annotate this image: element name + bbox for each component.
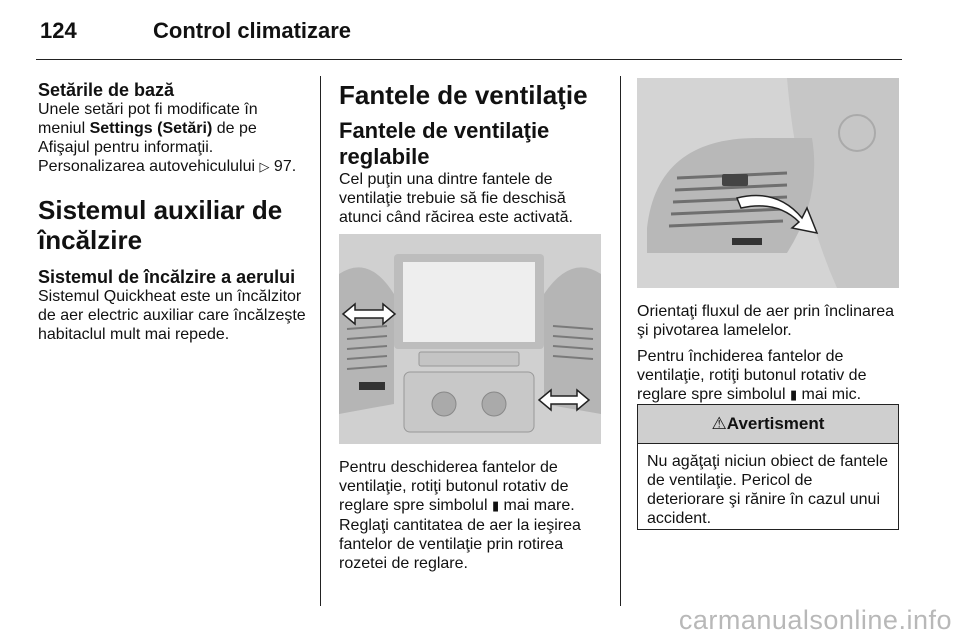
text-line: fantelor de ventilaţie prin rotirea: [339, 536, 564, 553]
left-column: [38, 80, 313, 344]
right-column: [637, 302, 907, 405]
text-line: accident.: [647, 510, 712, 527]
vents-heading: Fantele de ventilaţie: [339, 80, 588, 110]
text-line: habitaclul mult mai repede.: [38, 326, 230, 343]
warning-header: [638, 405, 898, 444]
text-line: reglare spre simbolul: [637, 386, 790, 403]
basic-settings-heading: Setările de bază: [38, 80, 175, 100]
text-line: atunci când răcirea este activată.: [339, 209, 573, 226]
text-line: reglare spre simbolul: [339, 497, 492, 514]
page-header: [36, 10, 902, 50]
text-line: Personalizarea autovehiculului: [38, 158, 260, 175]
air-heating-text: [38, 287, 313, 344]
text-line: de aer electric auxiliar care încălzeşte: [38, 307, 306, 324]
air-heating-heading: Sistemul de încălzire a aerului: [38, 267, 296, 287]
text-line: mai mic.: [797, 386, 862, 403]
dashboard-vents-photo: [339, 234, 601, 444]
text-line: Sistemul Quickheat este un încălzitor: [38, 288, 302, 305]
vents-intro-text: [339, 170, 609, 227]
text-line: Pentru deschiderea fantelor de: [339, 459, 558, 476]
heading-line: Fantele de ventilaţie: [339, 118, 550, 143]
text-line: Afişajul pentru informaţii.: [38, 139, 214, 156]
page-reference[interactable]: 97.: [273, 158, 297, 175]
text-line: meniul: [38, 120, 90, 137]
header-divider: [36, 59, 902, 60]
vent-bar-icon: ▮: [789, 388, 798, 403]
text-line: ventilaţie, rotiţi butonul rotativ de: [637, 367, 867, 384]
adjustable-vents-heading: [339, 118, 609, 170]
text-line: de pe: [212, 120, 257, 137]
text-line: Cel puţin una dintre fantele de: [339, 171, 553, 188]
text-line: Unele setări pot fi modificate în: [38, 101, 258, 118]
heading-line: Sistemul auxiliar de: [38, 195, 283, 225]
aux-heating-heading: [38, 195, 313, 255]
page-number: 124: [40, 18, 77, 43]
orient-text: [637, 302, 907, 340]
text-line: şi pivotarea lamelelor.: [637, 322, 792, 339]
text-line: Reglaţi cantitatea de aer la ieşirea: [339, 517, 581, 534]
warning-box: [637, 404, 899, 530]
heading-line: încălzire: [38, 225, 143, 255]
text-line: ventilaţie trebuie să fie deschisă: [339, 190, 566, 207]
middle-column: [339, 80, 609, 227]
text-line: Pentru închiderea fantelor de: [637, 348, 844, 365]
text-line: Nu agăţaţi niciun obiect de fantele: [647, 453, 889, 470]
basic-settings-text: [38, 100, 313, 177]
text-line: mai mare.: [499, 497, 575, 514]
vents-open-text: [339, 458, 609, 573]
text-line: rozetei de reglare.: [339, 555, 468, 572]
text-line: Orientaţi fluxul de aer prin înclinarea: [637, 303, 895, 320]
chapter-title: Control climatizare: [153, 18, 352, 43]
warning-triangle-icon: ⚠: [711, 414, 727, 433]
vents-close-text: [637, 347, 907, 405]
column-divider-left: [320, 76, 321, 606]
vent-closeup-photo: [637, 78, 899, 288]
settings-menu-label: Settings (Setări): [89, 120, 213, 137]
watermark: carmanualsonline.info: [678, 605, 952, 635]
warning-text: [638, 444, 898, 536]
text-line: ventilaţie, rotiţi butonul rotativ de: [339, 478, 569, 495]
text-line: de ventilaţie. Pericol de: [647, 472, 813, 489]
text-line: deteriorare şi rănire în cazul unui: [647, 491, 881, 508]
column-divider-right: [620, 76, 621, 606]
ref-triangle-icon[interactable]: ▷: [259, 160, 270, 175]
vent-bar-icon: ▮: [491, 499, 500, 514]
heading-line: reglabile: [339, 144, 430, 169]
warning-title: Avertisment: [726, 414, 825, 433]
vents-open-section: [339, 458, 609, 573]
